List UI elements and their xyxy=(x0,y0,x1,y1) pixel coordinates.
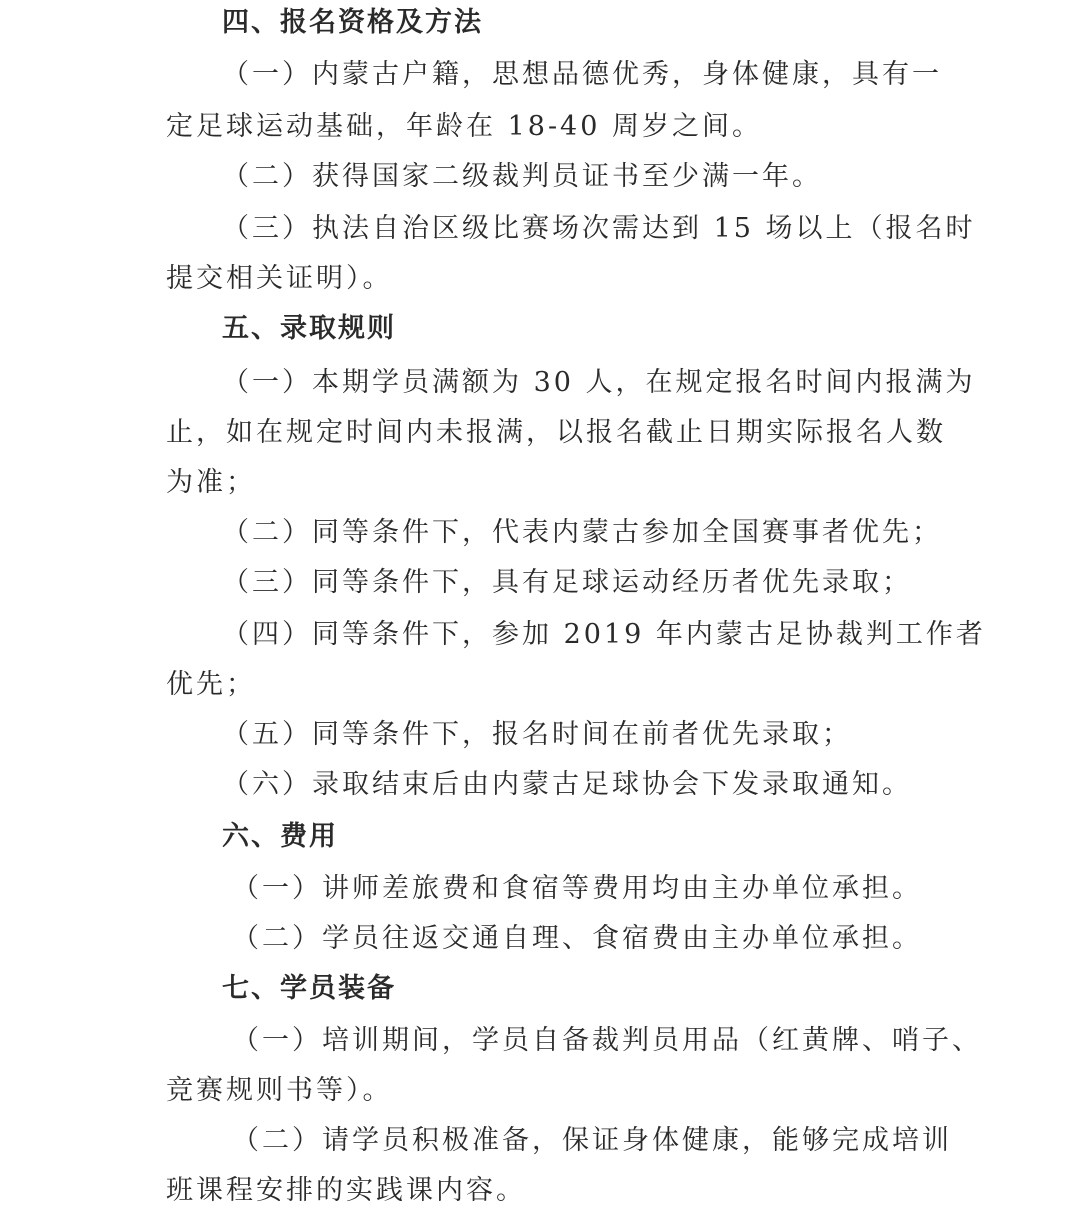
admission-item-1-line-1: （一）本期学员满额为 30 人，在规定报名时间内报满为 xyxy=(222,367,976,398)
admission-item-4-line-2: 优先； xyxy=(166,669,256,700)
admission-item-5-line-1: （五）同等条件下，报名时间在前者优先录取； xyxy=(222,719,852,750)
equipment-item-1-line-2: 竞赛规则书等）。 xyxy=(166,1075,393,1106)
eligibility-item-3-line-1: （三）执法自治区级比赛场次需达到 15 场以上（报名时 xyxy=(222,213,976,244)
fees-item-2-line-1: （二）学员往返交通自理、食宿费由主办单位承担。 xyxy=(232,923,922,954)
section-heading-eligibility: 四、报名资格及方法 xyxy=(222,7,483,38)
eligibility-item-1-line-2: 定足球运动基础，年龄在 18-40 周岁之间。 xyxy=(166,111,763,142)
admission-item-1-line-3: 为准； xyxy=(166,467,256,498)
eligibility-item-1-line-1: （一）内蒙古户籍，思想品德优秀，身体健康，具有一 xyxy=(222,59,942,90)
admission-item-6-line-1: （六）录取结束后由内蒙古足球协会下发录取通知。 xyxy=(222,769,912,800)
equipment-item-2-line-2: 班课程安排的实践课内容。 xyxy=(166,1175,526,1206)
admission-item-2-line-1: （二）同等条件下，代表内蒙古参加全国赛事者优先； xyxy=(222,517,942,548)
admission-item-3-line-1: （三）同等条件下，具有足球运动经历者优先录取； xyxy=(222,567,912,598)
section-heading-admission-rules: 五、录取规则 xyxy=(222,313,396,344)
eligibility-item-2-line-1: （二）获得国家二级裁判员证书至少满一年。 xyxy=(222,161,822,192)
eligibility-item-3-line-2: 提交相关证明）。 xyxy=(166,263,393,294)
equipment-item-2-line-1: （二）请学员积极准备，保证身体健康，能够完成培训 xyxy=(232,1125,952,1156)
admission-item-1-line-2: 止，如在规定时间内未报满，以报名截止日期实际报名人数 xyxy=(166,417,946,448)
equipment-item-1-line-1: （一）培训期间，学员自备裁判员用品（红黄牌、哨子、 xyxy=(232,1025,982,1056)
section-heading-equipment: 七、学员装备 xyxy=(222,973,396,1004)
section-heading-fees: 六、费用 xyxy=(222,821,338,852)
admission-item-4-line-1: （四）同等条件下，参加 2019 年内蒙古足协裁判工作者 xyxy=(222,619,986,650)
fees-item-1-line-1: （一）讲师差旅费和食宿等费用均由主办单位承担。 xyxy=(232,873,922,904)
